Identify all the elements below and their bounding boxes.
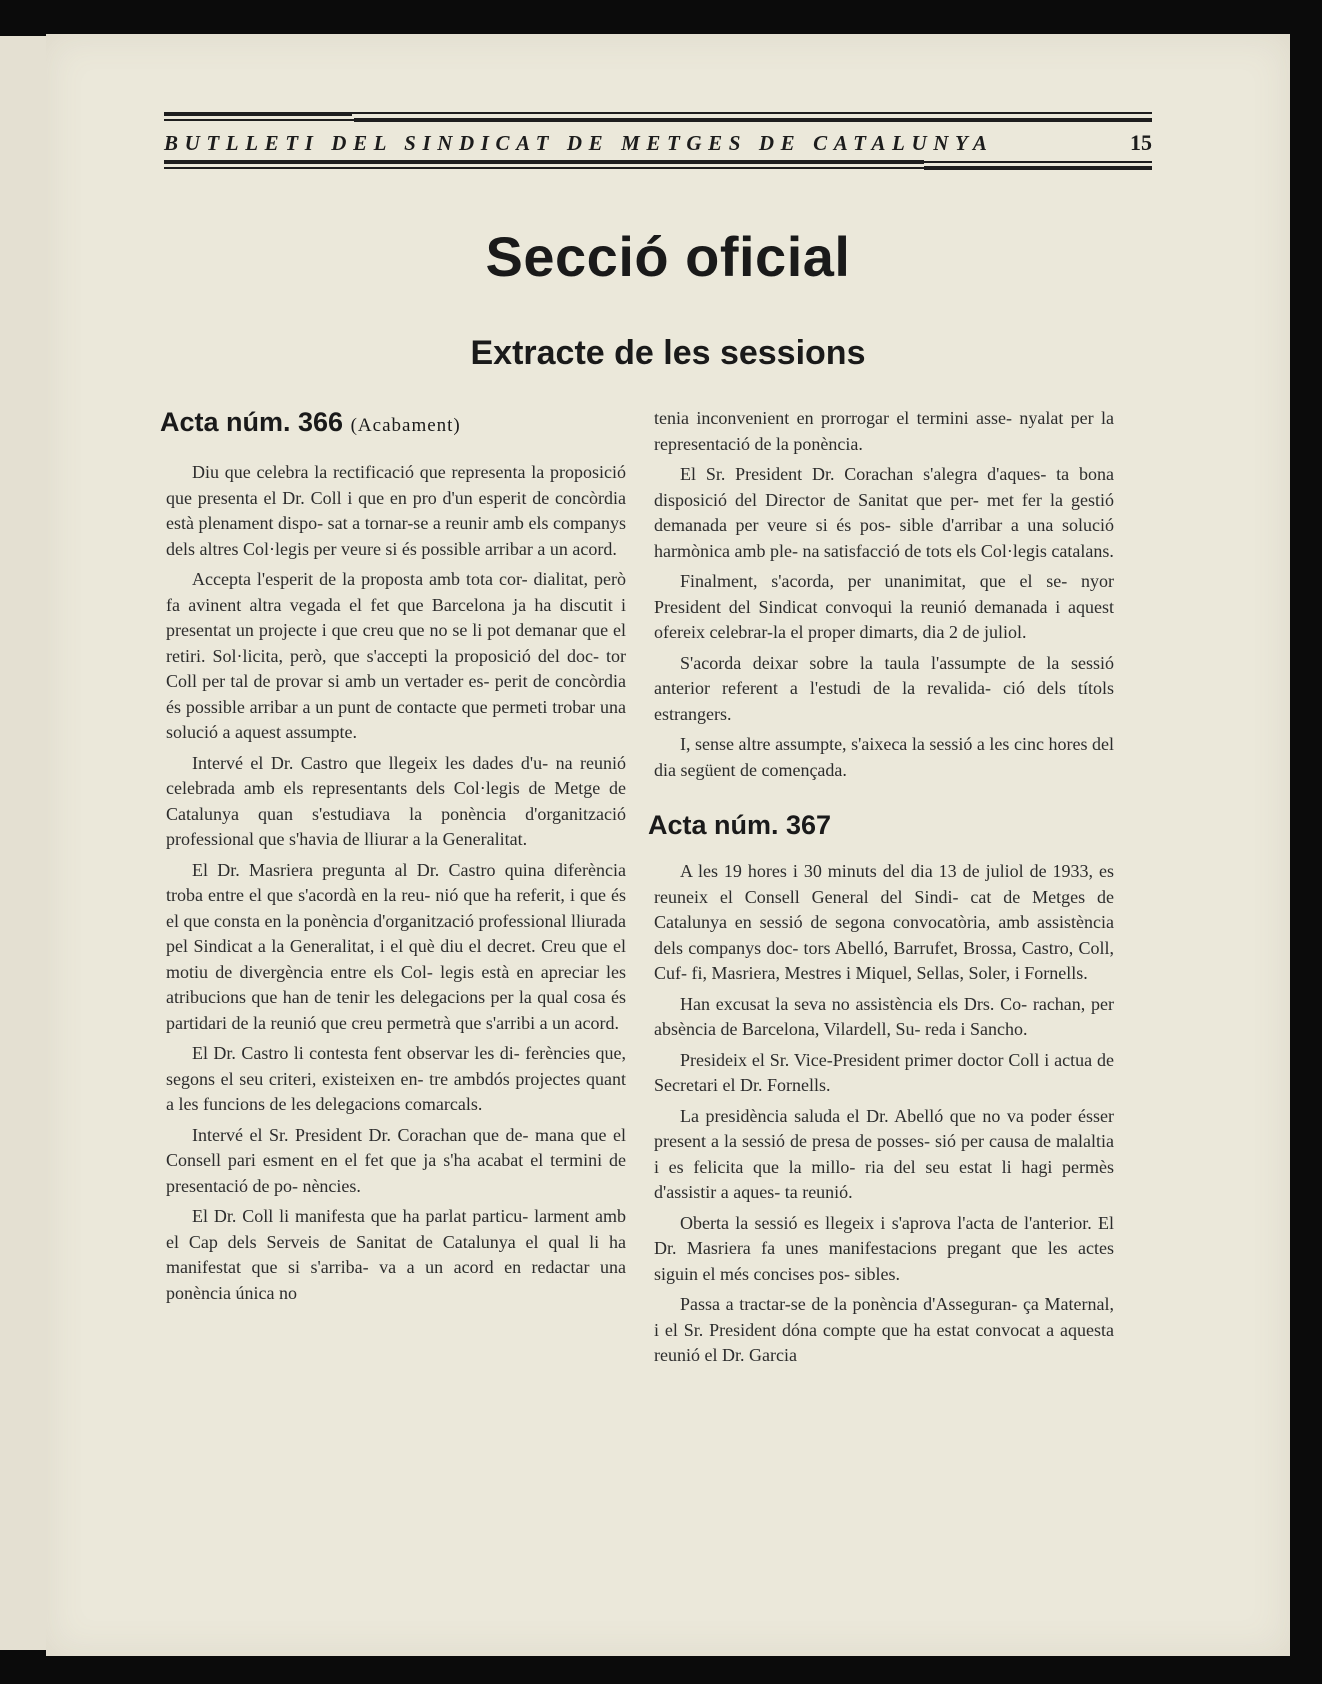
header-bottom-rules bbox=[164, 160, 1152, 172]
header-top-rules bbox=[164, 112, 1152, 124]
paragraph: Han excusat la seva no assistència els Drs. Co- rachan, per absència de Barcelona, Vilardell, Su- reda i Sancho. bbox=[654, 993, 1114, 1039]
journal-title: BUTLLETI DEL SINDICAT DE METGES DE CATALUNYA bbox=[164, 131, 994, 155]
acta-367-title: Acta núm. 367 bbox=[648, 810, 832, 840]
paragraph: La presidència saluda el Dr. Abelló que no va poder ésser present a la sessió de presa de posses- sió per causa de malaltia i es felicita que la millo- ria del seu estat li hagi permès d'assistir a aques- ta reunió. bbox=[654, 1105, 1114, 1202]
paragraph: El Dr. Masriera pregunta al Dr. Castro quina diferència troba entre el que s'acordà en la reu- nió que ha referit, i que és el que consta en la ponència d'organització professional lliurada pel Sindicat a la Generalitat, i el què diu el decret. Creu que el motiu de divergència entre els Col- legis està en apreciar les atribucions que han de tenir les delegacions per la qual cosa és partidari de la reunió que creu permetrà que s'arribi a un acord. bbox=[166, 859, 626, 1033]
paragraph: Oberta la sessió es llegeix i s'aprova l'acta de l'anterior. El Dr. Masriera fa unes manifestacions pregant que les actes siguin el més concises pos- sibles. bbox=[654, 1212, 1114, 1284]
paragraph: Accepta l'esperit de la proposta amb tota cor- dialitat, però fa avinent altra vegada el fet que Barcelona ja ha discutit i presentat un projecte i que creu que no se li pot demanar que el retiri. Sol·licita, però, que s'accepti la proposició del doc- tor Coll per tal de provar si amb un vertader es- perit de concòrdia és possible arribar a un punt de contacte que permeti trobar una solució a aquest assumpte. bbox=[166, 569, 626, 742]
paragraph: S'acorda deixar sobre la taula l'assumpte de la sessió anterior referent a l'estudi de la revalida- ció dels títols estrangers. bbox=[654, 652, 1114, 724]
paragraph: El Dr. Coll li manifesta que ha parlat particu- larment amb el Cap dels Serveis de Sanitat de Catalunya el qual li ha manifestat que si s'arriba- va a un acord en redactar una ponència única no bbox=[166, 1206, 626, 1303]
acta-366-heading bbox=[160, 404, 626, 444]
acta-367-heading bbox=[648, 807, 1114, 843]
left-column bbox=[160, 404, 626, 1311]
document-page bbox=[46, 34, 1290, 1656]
section-title: Secció oficial bbox=[485, 225, 851, 288]
paragraph: El Sr. President Dr. Corachan s'alegra d'aques- ta bona disposició del Director de Sanitat que per- met fer la gestió demanada per veure si és pos- sible d'arribar a una solució harmònica amb ple- na satisfacció de tots els Col·legis catalans. bbox=[654, 464, 1114, 561]
paragraph: A les 19 hores i 30 minuts del dia 13 de juliol de 1933, es reuneix el Consell General del Sindi- cat de Metges de Catalunya en sessió de segona convocatòria, amb assistència dels companys doc- tors Abelló, Barrufet, Brossa, Castro, Coll, Cuf- fi, Masriera, Mestres i Miquel, Sellas, Soler, i Fornells. bbox=[654, 861, 1114, 983]
paragraph: tenia inconvenient en prorrogar el termini asse- nyalat per la representació de la ponència. bbox=[654, 408, 1114, 454]
paragraph: Intervé el Dr. Castro que llegeix les dades d'u- na reunió celebrada amb els representants dels Col·legis de Metge de Catalunya quan s'estudiava la ponència d'organització professional que s'havia de lliurar a la Generalitat. bbox=[166, 752, 626, 849]
acta-366-note: (Acabament) bbox=[350, 415, 461, 436]
right-column bbox=[648, 406, 1114, 1374]
running-header bbox=[164, 112, 1152, 172]
paragraph: El Dr. Castro li contesta fent observar les di- ferències que, segons el seu criteri, existeixen en- tre ambdós projectes quant a les funcions de les delegacions comarcals. bbox=[166, 1043, 626, 1114]
paragraph: Intervé el Sr. President Dr. Corachan que de- mana que el Consell pari esment en el fet que ja s'ha acabat el termini de presentació de po- nències. bbox=[166, 1124, 626, 1196]
paragraph: Finalment, s'acorda, per unanimitat, que el se- nyor President del Sindicat convoqui la reunió demanada i aquest ofereix celebrar-la el proper dimarts, dia 2 de juliol. bbox=[654, 571, 1114, 642]
paragraph: I, sense altre assumpte, s'aixeca la sessió a les cinc hores del dia següent de començada. bbox=[654, 734, 1114, 780]
paragraph: Diu que celebra la rectificació que representa la proposició que presenta el Dr. Coll i que en pro d'un esperit de concòrdia està plenament dispo- sat a tornar-se a reunir amb els companys dels altres Col·legis per veure si és possible arribar a un acord. bbox=[166, 462, 626, 559]
section-subtitle: Extracte de les sessions bbox=[470, 334, 866, 372]
paragraph: Passa a tractar-se de la ponència d'Asseguran- ça Maternal, i el Sr. President dóna compte que ha estat convocat a aquesta reunió el Dr. Garcia bbox=[654, 1294, 1114, 1365]
acta-366-title: Acta núm. 366 bbox=[160, 407, 344, 437]
paragraph: Presideix el Sr. Vice-President primer doctor Coll i actua de Secretari el Dr. Fornells. bbox=[654, 1049, 1114, 1095]
page-number: 15 bbox=[1130, 130, 1152, 155]
previous-page-edge bbox=[0, 36, 50, 1650]
